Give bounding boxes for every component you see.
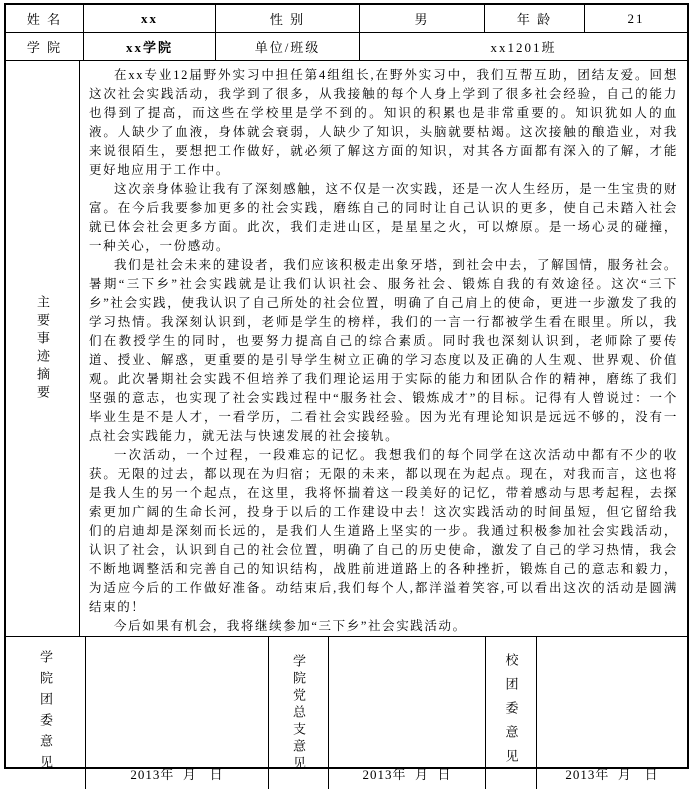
college-value: xx学院 [84,33,216,60]
college-youth-league-date: 2013年 月 日 [130,767,224,782]
social-practice-report-form [4,3,689,782]
age-value: 21 [627,10,645,26]
gender-label: 性 别 [216,5,360,32]
college-youth-league-opinion-label: 学院团委意见 [38,650,53,776]
summary-paragraph: 在xx专业12届野外实习中担任第4组组长,在野外实习中，我们互帮互助，团结友爱。回想这次社会实践活动，我学到了很多，从我接触的每个人身上学到了很多社会经验，自己的能力也得到了提高，而这些在学校里是学不到的。知识的积累也是非常重要的。知识犹如人的血液。人缺少了血液，身体就会衰弱，人缺少了知识，头脑就要枯竭。这次接触的酿造业，对我来说很陌生，要想把工作做好，就必须了解这方面的知识，对其各方面都有深入的了解，才能更好地应用于工作中。 [89,68,678,177]
university-youth-league-opinion-label: 校团委意见 [503,653,519,773]
summary-paragraph: 我们是社会未来的建设者，我们应该积极走出象牙塔，到社会中去，了解国情，服务社会。暑期“三下乡”社会实践就是让我们认识社会、服务社会、锻炼自我的有效途径。这次“三下乡”社会实践，使我认识了自己所处的社会位置，明确了自己肩上的使命，更进一步激发了我的学习热情。我深刻认识到，老师是学生的榜样，我们的一言一行都被学生看在眼里。所以，我们在教授学生的同时，也要努力提高自己的综合素质。同时我也深刻认识到，老师除了要传道、授业、解惑，更重要的是引导学生树立正确的学习态度以及正确的人生观、世界观、价值观。此次暑期社会实践不但培养了我们理论运用于实际的能力和团队合作的精神，磨练了我们坚强的意志，也实现了社会实践过程中“服务社会、锻炼成才”的目标。记得有人曾说过：一个毕业生是不是人才，一看学历，二看社会实践经验。因为光有理论知识是远远不够的，没有一点社会实践能力，就无法与快速发展的社会接轨。 [89,258,679,443]
summary-paragraph: 一次活动，一个过程，一段难忘的记忆。我想我们的每个同学在这次活动中都有不少的收获。无限的过去，都以现在为归宿；无限的未来，都以现在为起点。现在，对我而言，这也将是我人生的另一个起点，在这里，我将怀揣着这一段美好的记忆，带着感动与思考起程，去探索更加广阔的生命长河，投身于以后的工作建设中去！这次实践活动的时间虽短，但它留给我们的启迪却是深刻而长远的，是我们人生道路上坚实的一步。我通过积极参加社会实践活动，认识了社会，认识到自己的社会位置，明确了自己的历史使命，激发了自己的学习热情，我会不断地调整活和完善自己的知识结构，战胜前进道路上的各种挫折，锻炼自己的意志和毅力，为适应今后的工作做好准备。动结束后,我们每个人,都洋溢着笑容,可以看出这次的活动是圆满结束的！ [89,448,678,614]
row-basic-info [6,5,687,33]
college-youth-league-date-cell [86,637,269,789]
row-summary [6,61,687,637]
summary-paragraph: 这次亲身体验让我有了深刻感触，这不仅是一次实践，还是一次人生经历，是一生宝贵的财富。在今后我要参加更多的社会实践，磨练自己的同时让自己认识的更多，使自己未踏入社会就已体会社会更多方面。此次，我们走进山区，是星星之火，可以燎原。是一场心灵的碰撞，一种关心，一份感动。 [89,182,679,253]
college-party-branch-opinion-label: 学院党总支意见 [291,653,306,773]
college-party-branch-opinion-label-cell [269,637,329,789]
row-college-info [6,33,687,61]
gender-value: 男 [360,5,485,32]
college-party-branch-date: 2013年 月 日 [362,767,452,782]
university-youth-league-date: 2013年 月 日 [565,767,659,782]
summary-label-cell [6,61,80,636]
summary-paragraph: 今后如果有机会，我将继续参加“三下乡”社会实践活动。 [114,619,467,633]
summary-label: 主要事迹摘要 [35,294,50,403]
unit-class-value: xx1201班 [490,40,557,55]
row-approvals [6,637,687,789]
college-label: 学 院 [6,33,84,60]
university-youth-league-date-cell [537,637,687,789]
name-label: 姓 名 [6,5,84,32]
university-youth-league-opinion-label-cell [486,637,537,789]
college-party-branch-date-cell [329,637,486,789]
name-value: xx [84,5,216,32]
summary-text [80,61,687,636]
age-label: 年 龄 [485,5,585,32]
college-youth-league-opinion-label-cell [6,637,86,789]
unit-class-label: 单位/班级 [216,33,360,60]
